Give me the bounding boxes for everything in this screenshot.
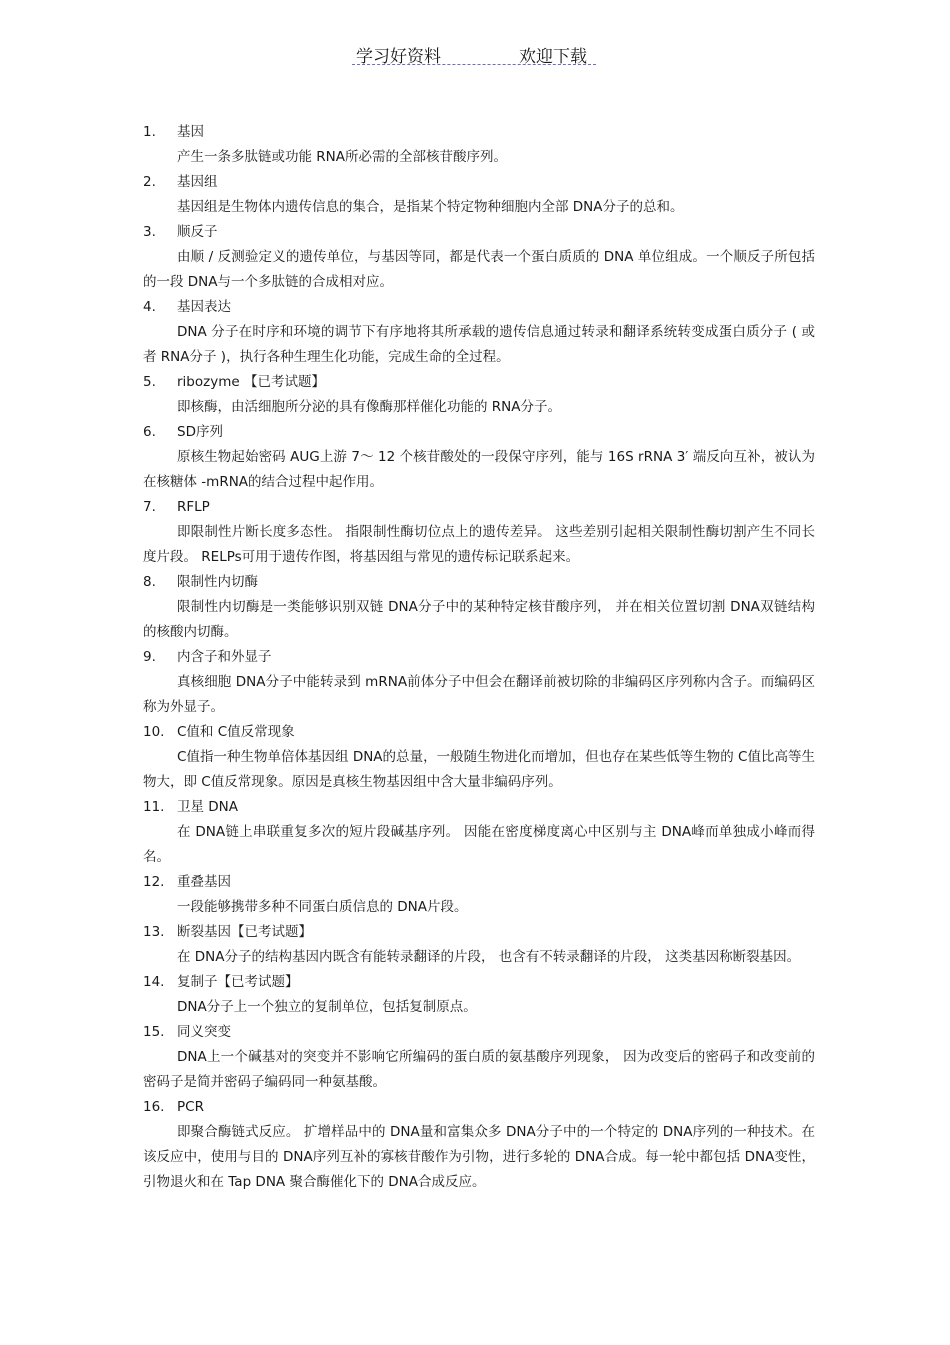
entry-heading — [143, 1095, 815, 1120]
glossary-entry — [143, 1020, 815, 1095]
entry-term: RFLP — [177, 499, 210, 515]
glossary-entry — [143, 495, 815, 570]
entry-term: 内含子和外显子 — [177, 649, 272, 665]
entry-number: 16. — [143, 1099, 165, 1115]
entry-heading — [143, 920, 815, 945]
entry-term: 同义突变 — [177, 1024, 231, 1040]
entry-term: 重叠基因 — [177, 874, 231, 890]
header-right-text: 欢迎下载 — [519, 47, 587, 67]
entry-term: 复制子【已考试题】 — [177, 974, 299, 990]
entry-term: 基因表达 — [177, 299, 231, 315]
glossary-entry — [143, 370, 815, 420]
entry-number: 11. — [143, 799, 165, 815]
entry-definition: DNA分子上一个独立的复制单位，包括复制原点。 — [177, 999, 477, 1015]
entry-heading — [143, 870, 815, 895]
entry-heading — [143, 420, 815, 445]
entry-heading — [143, 170, 815, 195]
glossary-entry — [143, 970, 815, 1020]
entry-number: 13. — [143, 924, 165, 940]
glossary-entry — [143, 870, 815, 920]
entry-term: 基因组 — [177, 174, 218, 190]
glossary-entry — [143, 720, 815, 795]
entry-number: 2. — [143, 174, 156, 190]
glossary-entry — [143, 920, 815, 970]
entry-heading — [143, 495, 815, 520]
glossary-entry — [143, 1095, 815, 1195]
header-divider — [352, 64, 596, 65]
entry-number: 7. — [143, 499, 156, 515]
entry-definition: 原核生物起始密码 AUG上游 7～ 12 个核苷酸处的一段保守序列，能与 16S rRNA 3′ 端反向互补，被认为在核糖体 -mRNA的结合过程中起作用。 — [143, 449, 815, 490]
glossary-entry — [143, 295, 815, 370]
entry-term: SD序列 — [177, 424, 223, 440]
glossary-entry — [143, 170, 815, 220]
entry-heading — [143, 970, 815, 995]
entry-term: 基因 — [177, 124, 204, 140]
glossary-entry — [143, 645, 815, 720]
entry-definition: 即聚合酶链式反应。 扩增样品中的 DNA量和富集众多 DNA分子中的一个特定的 DNA序列的一种技术。在该反应中，使用与目的 DNA序列互补的寡核苷酸作为引物，进行多轮的 DNA合成。每一轮中都包括 DNA变性，引物退火和在 Tap DNA 聚合酶催化下的 DNA合成反应。 — [143, 1124, 815, 1190]
entry-term: 断裂基因【已考试题】 — [177, 924, 312, 940]
entry-number: 1. — [143, 124, 156, 140]
entry-heading — [143, 1020, 815, 1045]
entry-heading — [143, 220, 815, 245]
entry-heading — [143, 120, 815, 145]
entry-term: PCR — [177, 1099, 204, 1115]
glossary-entry — [143, 220, 815, 295]
entry-heading — [143, 295, 815, 320]
entry-definition: DNA 分子在时序和环境的调节下有序地将其所承载的遗传信息通过转录和翻译系统转变成蛋白质分子 ( 或者 RNA分子 )，执行各种生理生化功能，完成生命的全过程。 — [143, 324, 815, 365]
glossary-entry — [143, 420, 815, 495]
entry-term: ribozyme 【已考试题】 — [177, 374, 325, 390]
entry-number: 9. — [143, 649, 156, 665]
entry-definition: 即限制性片断长度多态性。 指限制性酶切位点上的遗传差异。 这些差别引起相关限制性酶切割产生不同长度片段。 RELPs可用于遗传作图，将基因组与常见的遗传标记联系起来。 — [143, 524, 815, 565]
entry-number: 5. — [143, 374, 156, 390]
entry-heading — [143, 645, 815, 670]
entry-definition: 基因组是生物体内遗传信息的集合，是指某个特定物种细胞内全部 DNA分子的总和。 — [177, 199, 684, 215]
entry-term: 限制性内切酶 — [177, 574, 258, 590]
glossary-entry — [143, 570, 815, 645]
entry-number: 8. — [143, 574, 156, 590]
entry-definition: 即核酶，由活细胞所分泌的具有像酶那样催化功能的 RNA分子。 — [177, 399, 562, 415]
entry-definition: 真核细胞 DNA分子中能转录到 mRNA前体分子中但会在翻译前被切除的非编码区序列称内含子。而编码区称为外显子。 — [143, 674, 815, 715]
entry-number: 15. — [143, 1024, 165, 1040]
entry-number: 4. — [143, 299, 156, 315]
entry-heading — [143, 795, 815, 820]
entry-heading — [143, 370, 815, 395]
entry-definition: C值指一种生物单倍体基因组 DNA的总量，一般随生物进化而增加，但也存在某些低等生物的 C值比高等生物大，即 C值反常现象。原因是真核生物基因组中含大量非编码序列。 — [143, 749, 815, 790]
entry-number: 6. — [143, 424, 156, 440]
entry-definition: 由顺 / 反测验定义的遗传单位，与基因等同，都是代表一个蛋白质质的 DNA 单位组成。一个顺反子所包括的一段 DNA与一个多肽链的合成相对应。 — [143, 249, 815, 290]
entry-definition: 产生一条多肽链或功能 RNA所必需的全部核苷酸序列。 — [177, 149, 508, 165]
glossary-entry — [143, 795, 815, 870]
page-header — [0, 40, 950, 70]
entry-definition: 一段能够携带多种不同蛋白质信息的 DNA片段。 — [177, 899, 468, 915]
entry-definition: DNA上一个碱基对的突变并不影响它所编码的蛋白质的氨基酸序列现象， 因为改变后的密码子和改变前的密码子是简并密码子编码同一种氨基酸。 — [143, 1049, 815, 1090]
glossary-list — [143, 120, 815, 1195]
entry-term: C值和 C值反常现象 — [177, 724, 295, 740]
entry-heading — [143, 720, 815, 745]
entry-number: 14. — [143, 974, 165, 990]
entry-number: 3. — [143, 224, 156, 240]
entry-definition: 在 DNA分子的结构基因内既含有能转录翻译的片段， 也含有不转录翻译的片段， 这类基因称断裂基因。 — [177, 949, 801, 965]
entry-term: 卫星 DNA — [177, 799, 239, 815]
entry-number: 12. — [143, 874, 165, 890]
entry-term: 顺反子 — [177, 224, 218, 240]
glossary-entry — [143, 120, 815, 170]
entry-number: 10. — [143, 724, 165, 740]
entry-definition: 在 DNA链上串联重复多次的短片段碱基序列。 因能在密度梯度离心中区别与主 DNA峰而单独成小峰而得名。 — [143, 824, 815, 865]
entry-heading — [143, 570, 815, 595]
header-left-text: 学习好资料 — [356, 47, 441, 67]
entry-definition: 限制性内切酶是一类能够识别双链 DNA分子中的某种特定核苷酸序列， 并在相关位置切割 DNA双链结构的核酸内切酶。 — [143, 599, 815, 640]
